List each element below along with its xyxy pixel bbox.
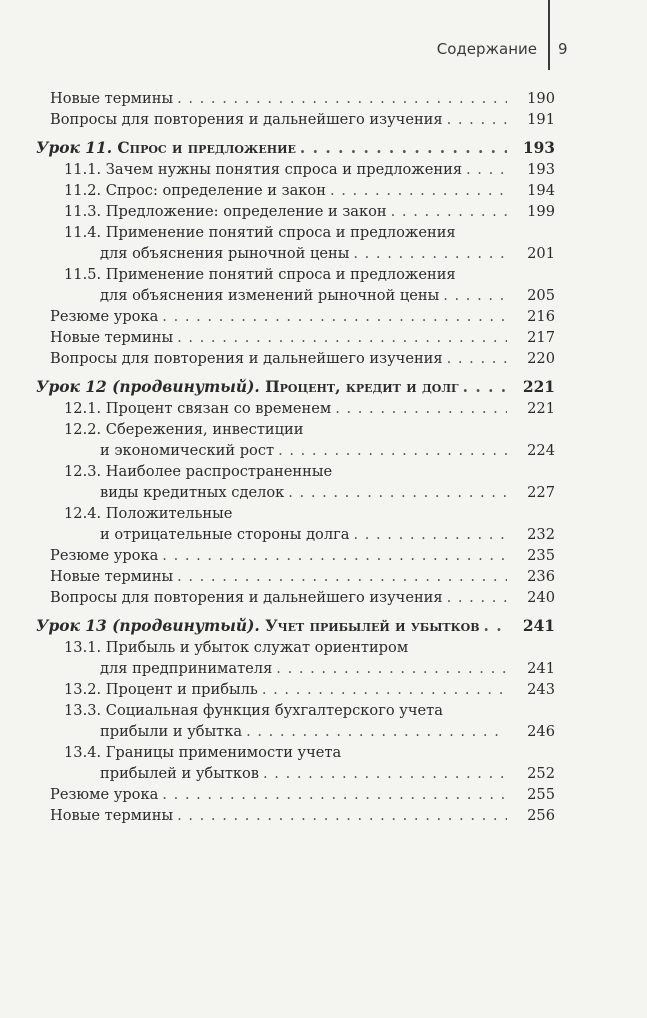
toc-entry-text: 13.2. Процент и прибыль [64, 681, 258, 698]
toc-page-number: 216 [527, 308, 555, 325]
toc-entry-text: для объяснения рыночной цены [100, 245, 350, 262]
toc-page-number: 232 [527, 526, 555, 543]
lesson-prefix: Урок 12 (продвинутый). [36, 378, 260, 396]
toc-entry-text: и экономический рост [100, 442, 275, 459]
lesson-prefix: Урок 11. [36, 139, 113, 157]
leader-dots [335, 398, 507, 419]
toc-entry [0, 503, 647, 545]
leader-dots [447, 348, 507, 369]
toc-entry [0, 264, 647, 306]
toc-entry-text: 13.4. Границы применимости учета [64, 744, 342, 761]
toc-entry-text: Новые термины [50, 90, 174, 107]
toc-page-number: 240 [527, 589, 555, 606]
toc-page-number: 224 [527, 442, 555, 459]
leader-dots [177, 805, 507, 826]
toc-entry-text: прибыли и убытка [100, 723, 243, 740]
toc-entry-text: 13.1. Прибыль и убыток служат ориентиром [64, 639, 409, 656]
toc-entry [0, 700, 647, 742]
toc-entry [0, 222, 647, 264]
leader-dots [262, 679, 507, 700]
toc-page-number: 221 [527, 400, 555, 417]
leader-dots [447, 109, 507, 130]
leader-dots [278, 440, 507, 461]
lesson-prefix: Урок 13 (продвинутый). [36, 617, 260, 635]
toc-page-number: 194 [527, 182, 555, 199]
leader-dots [246, 721, 507, 742]
leader-dots [484, 615, 508, 637]
toc-entry-text: для объяснения изменений рыночной цены [100, 287, 440, 304]
toc-page-number: 193 [527, 161, 555, 178]
toc-page-number: 217 [527, 329, 555, 346]
toc-entry-text: 11.1. Зачем нужны понятия спроса и предложения [64, 161, 463, 178]
toc-entry [0, 88, 647, 109]
header-rule [548, 0, 550, 70]
running-header-title: Содержание [436, 40, 537, 58]
leader-dots [177, 566, 507, 587]
toc-page-number: 227 [527, 484, 555, 501]
toc-page-number: 220 [527, 350, 555, 367]
toc-entry [0, 159, 647, 180]
toc-page-number: 256 [527, 807, 555, 824]
toc-page-number: 221 [522, 378, 555, 396]
toc-entry-text: Новые термины [50, 329, 174, 346]
toc-entry [0, 327, 647, 348]
toc-entry-text: 11.4. Применение понятий спроса и предложения [64, 224, 456, 241]
leader-dots [391, 201, 507, 222]
toc-page-number: 193 [522, 139, 555, 157]
toc-entry [0, 180, 647, 201]
toc-lesson-heading [0, 137, 647, 159]
toc-entry-text: Вопросы для повторения и дальнейшего изучения [50, 111, 443, 128]
leader-dots [443, 285, 507, 306]
leader-dots [353, 243, 507, 264]
leader-dots [177, 327, 507, 348]
toc-entry [0, 805, 647, 826]
toc-entry-text: для предпринимателя [100, 660, 273, 677]
toc-entry [0, 348, 647, 369]
leader-dots [466, 159, 507, 180]
toc-page-number: 191 [527, 111, 555, 128]
toc-entry-text: 13.3. Социальная функция бухгалтерского учета [64, 702, 443, 719]
toc-entry-text: 12.2. Сбережения, инвестиции [64, 421, 304, 438]
toc-entry-text: Вопросы для повторения и дальнейшего изучения [50, 589, 443, 606]
toc-page-number: 201 [527, 245, 555, 262]
toc-page-number: 236 [527, 568, 555, 585]
toc-entry-text: 11.2. Спрос: определение и закон [64, 182, 326, 199]
toc-lesson-heading [0, 615, 647, 637]
lesson-title: Учет прибылей и убытков [259, 617, 480, 635]
leader-dots [353, 524, 507, 545]
toc-entry [0, 545, 647, 566]
toc-entry [0, 306, 647, 327]
toc-entry-text: 11.3. Предложение: определение и закон [64, 203, 387, 220]
toc-entry-text: и отрицательные стороны долга [100, 526, 350, 543]
leader-dots [162, 545, 507, 566]
toc-entry [0, 566, 647, 587]
toc-page-number: 241 [522, 617, 555, 635]
toc-entry [0, 419, 647, 461]
toc-page-number: 190 [527, 90, 555, 107]
toc-entry-text: 12.4. Положительные [64, 505, 233, 522]
leader-dots [162, 306, 507, 327]
toc-page-number: 252 [527, 765, 555, 782]
toc-entry-text: Новые термины [50, 807, 174, 824]
toc-lesson-heading [0, 376, 647, 398]
leader-dots [276, 658, 507, 679]
leader-dots [263, 763, 507, 784]
toc-entry [0, 201, 647, 222]
toc-entry-text: Резюме урока [50, 547, 159, 564]
leader-dots [463, 376, 507, 398]
lesson-title: Процент, кредит и долг [259, 378, 459, 396]
toc-entry [0, 109, 647, 130]
lesson-title: Спрос и предложение [112, 139, 296, 157]
toc-page-number: 205 [527, 287, 555, 304]
toc-entry [0, 461, 647, 503]
toc-page-number: 255 [527, 786, 555, 803]
toc-entry-text: прибылей и убытков [100, 765, 260, 782]
toc-page-number: 199 [527, 203, 555, 220]
toc-entry-text: Новые термины [50, 568, 174, 585]
toc-entry-text: 11.5. Применение понятий спроса и предложения [64, 266, 456, 283]
toc-entry-text: 12.1. Процент связан со временем [64, 400, 332, 417]
toc-entry [0, 679, 647, 700]
leader-dots [447, 587, 507, 608]
toc-entry [0, 784, 647, 805]
page-number: 9 [558, 40, 568, 58]
toc-page-number: 243 [527, 681, 555, 698]
toc-entry [0, 398, 647, 419]
table-of-contents [0, 88, 647, 826]
leader-dots [330, 180, 507, 201]
toc-entry [0, 587, 647, 608]
toc-page-number: 241 [527, 660, 555, 677]
toc-entry [0, 637, 647, 679]
toc-entry-text: Резюме урока [50, 308, 159, 325]
toc-entry-text: Резюме урока [50, 786, 159, 803]
leader-dots [162, 784, 507, 805]
toc-page-number: 246 [527, 723, 555, 740]
leader-dots [177, 88, 507, 109]
toc-entry-text: Вопросы для повторения и дальнейшего изучения [50, 350, 443, 367]
leader-dots [288, 482, 507, 503]
toc-entry-text: 12.3. Наиболее распространенные [64, 463, 333, 480]
toc-page-number: 235 [527, 547, 555, 564]
toc-entry [0, 742, 647, 784]
leader-dots [300, 137, 507, 159]
toc-entry-text: виды кредитных сделок [100, 484, 285, 501]
